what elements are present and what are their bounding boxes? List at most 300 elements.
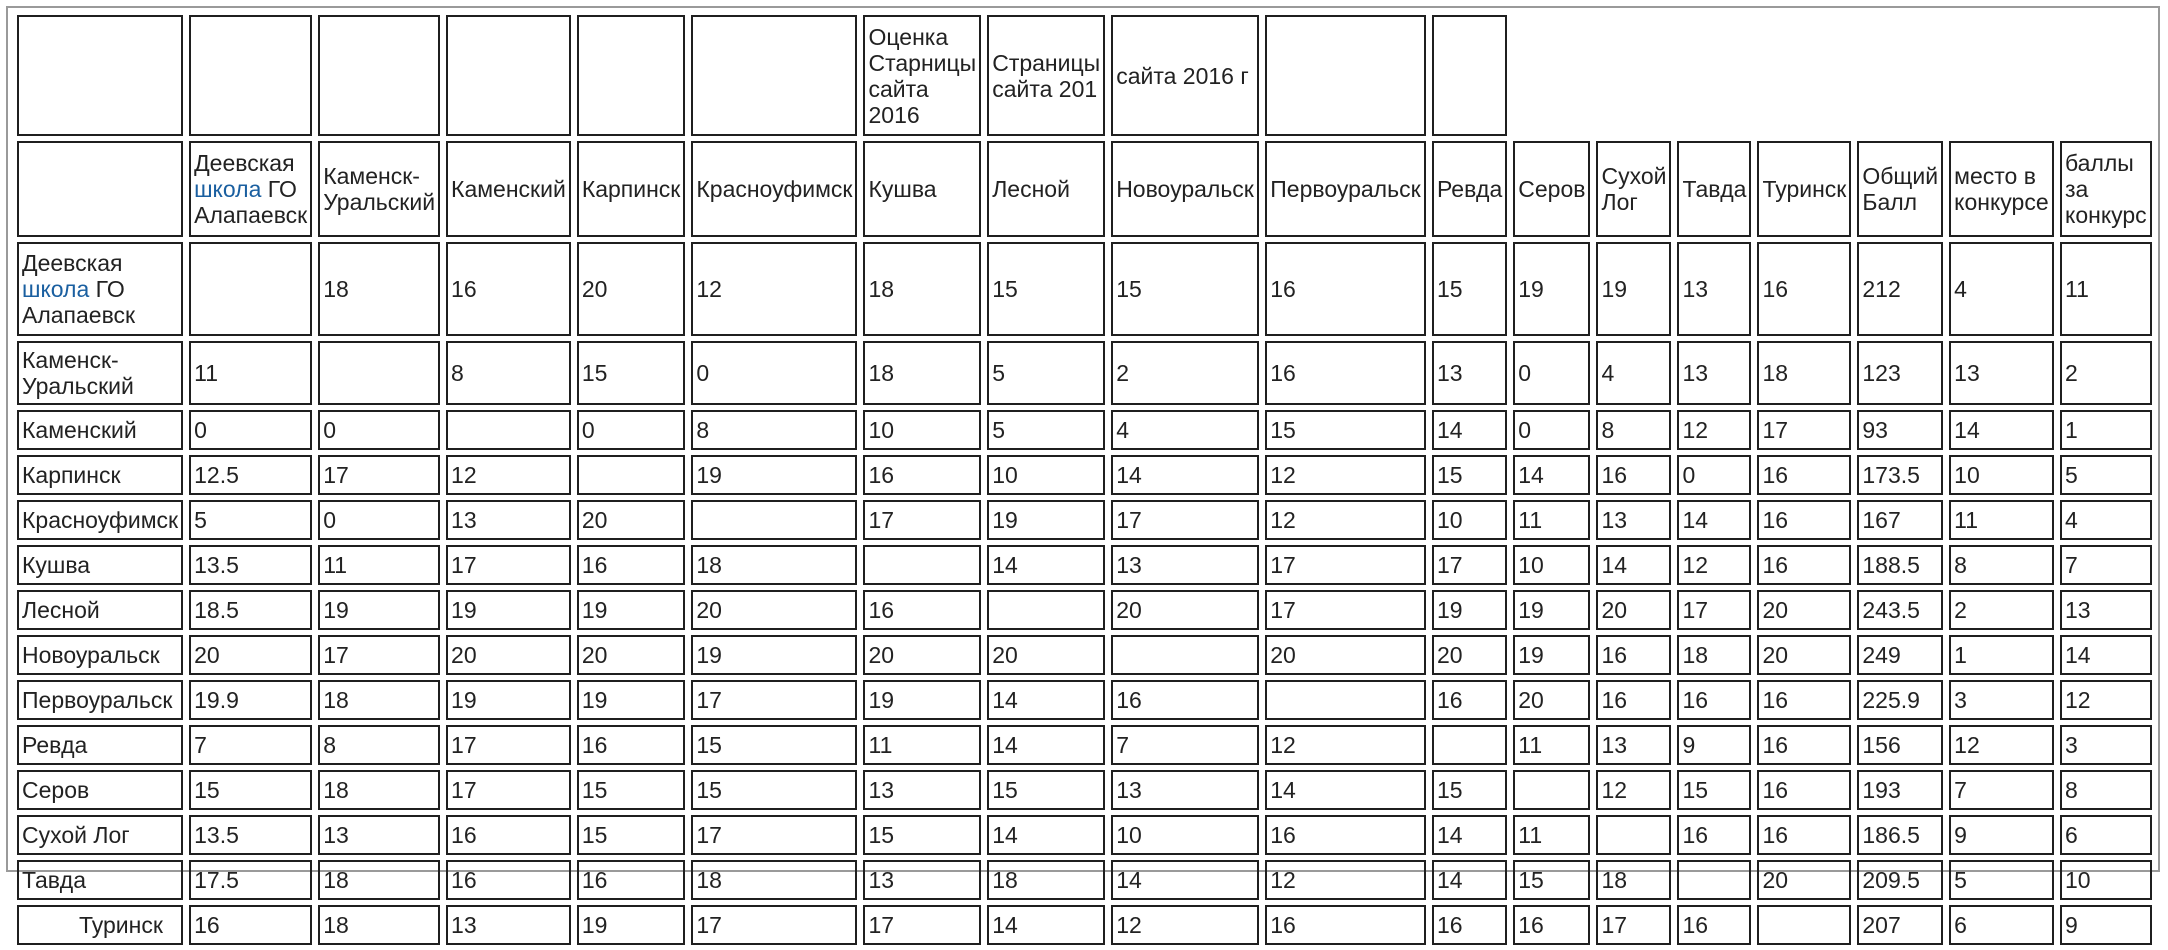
table-cell: 14 <box>987 725 1105 765</box>
table-cell: 12 <box>1596 770 1671 810</box>
table-cell: 0 <box>318 410 440 450</box>
row-header: Ревда <box>17 725 183 765</box>
table-cell: 15 <box>1432 242 1507 336</box>
row-header: Каменск-Уральский <box>17 341 183 405</box>
table-cell <box>446 410 571 450</box>
row-header: Красноуфимск <box>17 500 183 540</box>
row-header: Первоуральск <box>17 680 183 720</box>
table-row <box>17 242 2152 336</box>
table-cell: 11 <box>318 545 440 585</box>
table-cell: 19 <box>1513 590 1590 630</box>
table-cell: 17 <box>1757 410 1851 450</box>
table-cell: 19 <box>1596 242 1671 336</box>
table-cell: 14 <box>1432 815 1507 855</box>
row-header: Тавда <box>17 860 183 900</box>
table-cell: 19 <box>1513 635 1590 675</box>
table-row <box>17 590 2152 630</box>
row-header: Туринск <box>17 905 183 945</box>
table-cell: 17 <box>446 545 571 585</box>
table-row <box>17 341 2152 405</box>
table-cell: 10 <box>2060 860 2152 900</box>
table-cell: 243.5 <box>1857 590 1943 630</box>
table-cell: 12 <box>1111 905 1259 945</box>
table-cell <box>577 455 686 495</box>
table-cell: 16 <box>1265 242 1426 336</box>
corner-cell <box>17 141 183 237</box>
table-cell: 11 <box>189 341 312 405</box>
table-cell <box>1596 815 1671 855</box>
table-row <box>17 500 2152 540</box>
table-cell: 10 <box>1949 455 2054 495</box>
table-cell: 16 <box>189 905 312 945</box>
table-row <box>17 680 2152 720</box>
table-cell: 8 <box>2060 770 2152 810</box>
table-cell <box>318 341 440 405</box>
table-cell: 15 <box>577 815 686 855</box>
table-cell: 16 <box>446 242 571 336</box>
school-name-part: ГО Алапаевск <box>22 276 136 328</box>
table-cell: 18 <box>318 680 440 720</box>
table-cell: 12.5 <box>189 455 312 495</box>
table-cell: 13 <box>863 770 981 810</box>
table-cell: 16 <box>577 860 686 900</box>
table-cell: 8 <box>1596 410 1671 450</box>
table-cell <box>1265 680 1426 720</box>
table-cell: 12 <box>1677 410 1751 450</box>
table-cell: 93 <box>1857 410 1943 450</box>
table-cell: 14 <box>1513 455 1590 495</box>
table-cell: 5 <box>987 410 1105 450</box>
table-cell <box>189 242 312 336</box>
table-cell: 18 <box>691 860 857 900</box>
column-header: Каменский <box>446 141 571 237</box>
table-cell: 4 <box>1596 341 1671 405</box>
column-header: Тавда <box>1677 141 1751 237</box>
table-cell: 5 <box>1949 860 2054 900</box>
table-cell: 15 <box>577 770 686 810</box>
table-row <box>17 770 2152 810</box>
table-cell: 19 <box>577 680 686 720</box>
table-cell: 19 <box>446 590 571 630</box>
column-header: Общий Балл <box>1857 141 1943 237</box>
column-header: Карпинск <box>577 141 686 237</box>
top-cell <box>577 15 686 136</box>
row-header: Новоуральск <box>17 635 183 675</box>
table-cell: 18 <box>863 341 981 405</box>
column-header: Сухой Лог <box>1596 141 1671 237</box>
table-cell: 2 <box>1949 590 2054 630</box>
table-cell: 5 <box>987 341 1105 405</box>
table-cell: 17 <box>318 455 440 495</box>
table-cell: 20 <box>987 635 1105 675</box>
table-cell: 20 <box>189 635 312 675</box>
table-cell: 13.5 <box>189 545 312 585</box>
top-cell <box>318 15 440 136</box>
table-row <box>17 635 2152 675</box>
table-cell: 11 <box>1513 500 1590 540</box>
school-name-part: Деевская <box>194 150 295 176</box>
table-cell: 15 <box>1677 770 1751 810</box>
table-cell <box>1677 860 1751 900</box>
table-cell: 4 <box>2060 500 2152 540</box>
column-header: баллы за конкурс <box>2060 141 2152 237</box>
table-cell <box>1757 905 1851 945</box>
table-cell: 193 <box>1857 770 1943 810</box>
table-cell <box>691 500 857 540</box>
table-cell: 19 <box>863 680 981 720</box>
table-cell: 13 <box>318 815 440 855</box>
table-cell: 10 <box>987 455 1105 495</box>
column-header: Первоуральск <box>1265 141 1426 237</box>
table-row <box>17 725 2152 765</box>
top-cell <box>1432 15 1507 136</box>
table-cell: 13 <box>1432 341 1507 405</box>
table-cell: 13 <box>863 860 981 900</box>
column-header: Новоуральск <box>1111 141 1259 237</box>
table-cell: 16 <box>1757 545 1851 585</box>
table-cell: 12 <box>2060 680 2152 720</box>
column-header: Лесной <box>987 141 1105 237</box>
table-cell: 16 <box>1757 725 1851 765</box>
table-cell: 19 <box>318 590 440 630</box>
table-cell <box>987 590 1105 630</box>
table-frame <box>6 6 2160 938</box>
top-header-site-pages: Страницы сайта 201 <box>987 15 1105 136</box>
table-cell: 12 <box>1677 545 1751 585</box>
table-cell: 15 <box>987 770 1105 810</box>
table-cell: 20 <box>1265 635 1426 675</box>
table-cell: 14 <box>1432 410 1507 450</box>
column-header: Каменск-Уральский <box>318 141 440 237</box>
column-header: Ревда <box>1432 141 1507 237</box>
table-cell: 5 <box>189 500 312 540</box>
table-cell: 14 <box>987 815 1105 855</box>
table-cell: 11 <box>1949 500 2054 540</box>
table-cell: 7 <box>189 725 312 765</box>
table-cell: 16 <box>863 590 981 630</box>
school-link[interactable]: школа <box>194 176 262 202</box>
table-cell: 16 <box>1757 680 1851 720</box>
table-cell: 15 <box>1513 860 1590 900</box>
table-cell: 212 <box>1857 242 1943 336</box>
table-cell: 16 <box>1677 905 1751 945</box>
table-cell: 16 <box>577 545 686 585</box>
table-cell: 5 <box>2060 455 2152 495</box>
table-cell <box>1513 770 1590 810</box>
top-header-site-2016: сайта 2016 г <box>1111 15 1259 136</box>
table-cell: 20 <box>1757 590 1851 630</box>
table-cell: 15 <box>863 815 981 855</box>
table-cell: 19 <box>577 590 686 630</box>
table-cell: 207 <box>1857 905 1943 945</box>
table-cell: 17 <box>446 725 571 765</box>
top-cell <box>446 15 571 136</box>
table-cell: 3 <box>2060 725 2152 765</box>
table-cell: 0 <box>1677 455 1751 495</box>
school-link[interactable]: школа <box>22 276 90 302</box>
table-cell: 18 <box>1757 341 1851 405</box>
table-cell: 3 <box>1949 680 2054 720</box>
top-header-row <box>17 15 2152 136</box>
table-cell: 8 <box>318 725 440 765</box>
top-blank-area <box>1513 15 2152 136</box>
row-header: Лесной <box>17 590 183 630</box>
table-cell: 10 <box>1432 500 1507 540</box>
table-cell: 18 <box>1677 635 1751 675</box>
table-cell: 15 <box>1111 242 1259 336</box>
table-cell: 17 <box>1677 590 1751 630</box>
table-cell: 13 <box>1596 725 1671 765</box>
table-cell: 16 <box>446 860 571 900</box>
table-cell: 16 <box>1757 815 1851 855</box>
table-cell: 14 <box>987 680 1105 720</box>
table-cell: 9 <box>1949 815 2054 855</box>
table-cell: 12 <box>691 242 857 336</box>
table-cell: 14 <box>2060 635 2152 675</box>
table-cell: 16 <box>1432 905 1507 945</box>
table-row <box>17 545 2152 585</box>
table-cell: 17 <box>691 680 857 720</box>
table-row <box>17 860 2152 900</box>
table-cell: 8 <box>691 410 857 450</box>
table-cell: 13 <box>1596 500 1671 540</box>
table-cell: 20 <box>1432 635 1507 675</box>
top-cell <box>17 15 183 136</box>
table-cell: 186.5 <box>1857 815 1943 855</box>
table-cell: 16 <box>577 725 686 765</box>
top-header-site-rating: Оценка Старницы сайта 2016 <box>863 15 981 136</box>
table-cell: 11 <box>863 725 981 765</box>
top-cell <box>189 15 312 136</box>
table-cell: 17 <box>1111 500 1259 540</box>
school-name-part: Деевская <box>22 250 123 276</box>
table-cell: 19 <box>1513 242 1590 336</box>
school-name-part: ГО Алапаевск <box>194 176 308 228</box>
table-cell: 209.5 <box>1857 860 1943 900</box>
top-cell <box>1265 15 1426 136</box>
table-cell: 0 <box>318 500 440 540</box>
table-cell: 20 <box>863 635 981 675</box>
table-cell: 15 <box>189 770 312 810</box>
table-cell: 18 <box>318 905 440 945</box>
table-cell: 14 <box>1265 770 1426 810</box>
table-cell: 16 <box>1757 770 1851 810</box>
column-header: Кушва <box>863 141 981 237</box>
table-cell: 16 <box>446 815 571 855</box>
column-header: место в конкурсе <box>1949 141 2054 237</box>
table-cell: 11 <box>1513 815 1590 855</box>
table-cell: 15 <box>691 725 857 765</box>
table-cell: 15 <box>1265 410 1426 450</box>
table-row <box>17 455 2152 495</box>
table-cell: 16 <box>1677 680 1751 720</box>
table-cell: 16 <box>1596 455 1671 495</box>
results-table <box>11 10 2158 950</box>
table-cell: 9 <box>2060 905 2152 945</box>
table-cell <box>1111 635 1259 675</box>
table-row <box>17 815 2152 855</box>
table-cell: 18 <box>863 242 981 336</box>
table-cell: 17 <box>1432 545 1507 585</box>
table-cell: 16 <box>1265 905 1426 945</box>
table-cell: 19 <box>691 635 857 675</box>
table-cell: 16 <box>1596 635 1671 675</box>
row-header: Кушва <box>17 545 183 585</box>
table-cell: 15 <box>1432 455 1507 495</box>
table-cell: 16 <box>1432 680 1507 720</box>
table-cell: 13 <box>1677 242 1751 336</box>
table-cell: 20 <box>1757 635 1851 675</box>
table-cell: 17 <box>691 815 857 855</box>
table-row <box>17 905 2152 945</box>
table-cell: 4 <box>1949 242 2054 336</box>
table-cell: 19.9 <box>189 680 312 720</box>
table-cell: 16 <box>1513 905 1590 945</box>
table-cell: 225.9 <box>1857 680 1943 720</box>
table-cell: 16 <box>1757 242 1851 336</box>
table-cell: 123 <box>1857 341 1943 405</box>
table-cell: 19 <box>1432 590 1507 630</box>
table-cell: 13 <box>446 500 571 540</box>
table-cell: 20 <box>1513 680 1590 720</box>
table-cell: 156 <box>1857 725 1943 765</box>
table-cell: 17 <box>1265 590 1426 630</box>
table-cell: 173.5 <box>1857 455 1943 495</box>
table-cell: 17.5 <box>189 860 312 900</box>
table-cell: 16 <box>1265 815 1426 855</box>
table-cell: 20 <box>1111 590 1259 630</box>
table-cell: 0 <box>577 410 686 450</box>
table-cell: 18 <box>691 545 857 585</box>
table-cell: 16 <box>1677 815 1751 855</box>
table-cell: 15 <box>987 242 1105 336</box>
table-cell: 18 <box>318 770 440 810</box>
table-cell: 20 <box>577 242 686 336</box>
table-cell: 1 <box>1949 635 2054 675</box>
row-header <box>17 242 183 336</box>
table-cell: 20 <box>446 635 571 675</box>
table-cell: 17 <box>318 635 440 675</box>
table-cell: 17 <box>863 905 981 945</box>
table-cell: 14 <box>1677 500 1751 540</box>
table-cell: 20 <box>577 635 686 675</box>
table-cell: 12 <box>1949 725 2054 765</box>
table-cell: 15 <box>577 341 686 405</box>
table-row <box>17 410 2152 450</box>
table-cell: 8 <box>446 341 571 405</box>
table-cell: 19 <box>987 500 1105 540</box>
table-cell: 7 <box>1949 770 2054 810</box>
table-cell: 13.5 <box>189 815 312 855</box>
table-cell: 2 <box>1111 341 1259 405</box>
table-cell: 16 <box>1757 455 1851 495</box>
table-cell: 14 <box>987 545 1105 585</box>
table-cell: 7 <box>1111 725 1259 765</box>
table-cell: 8 <box>1949 545 2054 585</box>
table-cell: 11 <box>1513 725 1590 765</box>
table-cell: 13 <box>1111 545 1259 585</box>
table-cell: 18.5 <box>189 590 312 630</box>
table-cell: 13 <box>1111 770 1259 810</box>
row-header: Каменский <box>17 410 183 450</box>
table-cell: 16 <box>863 455 981 495</box>
table-cell: 14 <box>1596 545 1671 585</box>
table-cell: 16 <box>1596 680 1671 720</box>
table-cell: 13 <box>2060 590 2152 630</box>
table-cell: 16 <box>1265 341 1426 405</box>
table-cell: 18 <box>318 242 440 336</box>
top-cell <box>691 15 857 136</box>
table-cell: 15 <box>691 770 857 810</box>
table-cell: 19 <box>691 455 857 495</box>
table-cell: 7 <box>2060 545 2152 585</box>
table-cell: 12 <box>1265 725 1426 765</box>
column-header-row <box>17 141 2152 237</box>
table-cell: 2 <box>2060 341 2152 405</box>
table-cell: 9 <box>1677 725 1751 765</box>
table-cell: 20 <box>1596 590 1671 630</box>
table-cell: 18 <box>1596 860 1671 900</box>
table-cell: 0 <box>189 410 312 450</box>
table-cell <box>1432 725 1507 765</box>
table-cell: 15 <box>1432 770 1507 810</box>
table-cell: 167 <box>1857 500 1943 540</box>
table-cell: 6 <box>1949 905 2054 945</box>
table-cell: 0 <box>1513 410 1590 450</box>
table-cell: 12 <box>1265 500 1426 540</box>
table-cell: 249 <box>1857 635 1943 675</box>
table-cell: 12 <box>1265 860 1426 900</box>
table-cell: 14 <box>987 905 1105 945</box>
table-cell: 10 <box>1513 545 1590 585</box>
table-cell: 14 <box>1111 860 1259 900</box>
table-cell: 11 <box>2060 242 2152 336</box>
table-cell: 13 <box>446 905 571 945</box>
table-cell: 17 <box>1596 905 1671 945</box>
table-cell: 18 <box>987 860 1105 900</box>
table-cell <box>863 545 981 585</box>
table-cell: 19 <box>577 905 686 945</box>
table-cell: 17 <box>446 770 571 810</box>
table-cell: 16 <box>1111 680 1259 720</box>
table-cell: 6 <box>2060 815 2152 855</box>
table-cell: 20 <box>1757 860 1851 900</box>
column-header: Красноуфимск <box>691 141 857 237</box>
table-cell: 14 <box>1949 410 2054 450</box>
table-cell: 12 <box>1265 455 1426 495</box>
table-cell: 13 <box>1949 341 2054 405</box>
row-header: Карпинск <box>17 455 183 495</box>
table-cell: 12 <box>446 455 571 495</box>
column-header: Серов <box>1513 141 1590 237</box>
table-cell: 4 <box>1111 410 1259 450</box>
table-cell: 20 <box>691 590 857 630</box>
table-cell: 20 <box>577 500 686 540</box>
table-cell: 10 <box>863 410 981 450</box>
table-cell: 13 <box>1677 341 1751 405</box>
table-cell: 14 <box>1432 860 1507 900</box>
table-cell: 1 <box>2060 410 2152 450</box>
row-header: Сухой Лог <box>17 815 183 855</box>
table-cell: 17 <box>1265 545 1426 585</box>
column-header: Туринск <box>1757 141 1851 237</box>
column-header <box>189 141 312 237</box>
table-cell: 188.5 <box>1857 545 1943 585</box>
table-cell: 17 <box>863 500 981 540</box>
table-cell: 14 <box>1111 455 1259 495</box>
table-cell: 18 <box>318 860 440 900</box>
table-cell: 0 <box>1513 341 1590 405</box>
